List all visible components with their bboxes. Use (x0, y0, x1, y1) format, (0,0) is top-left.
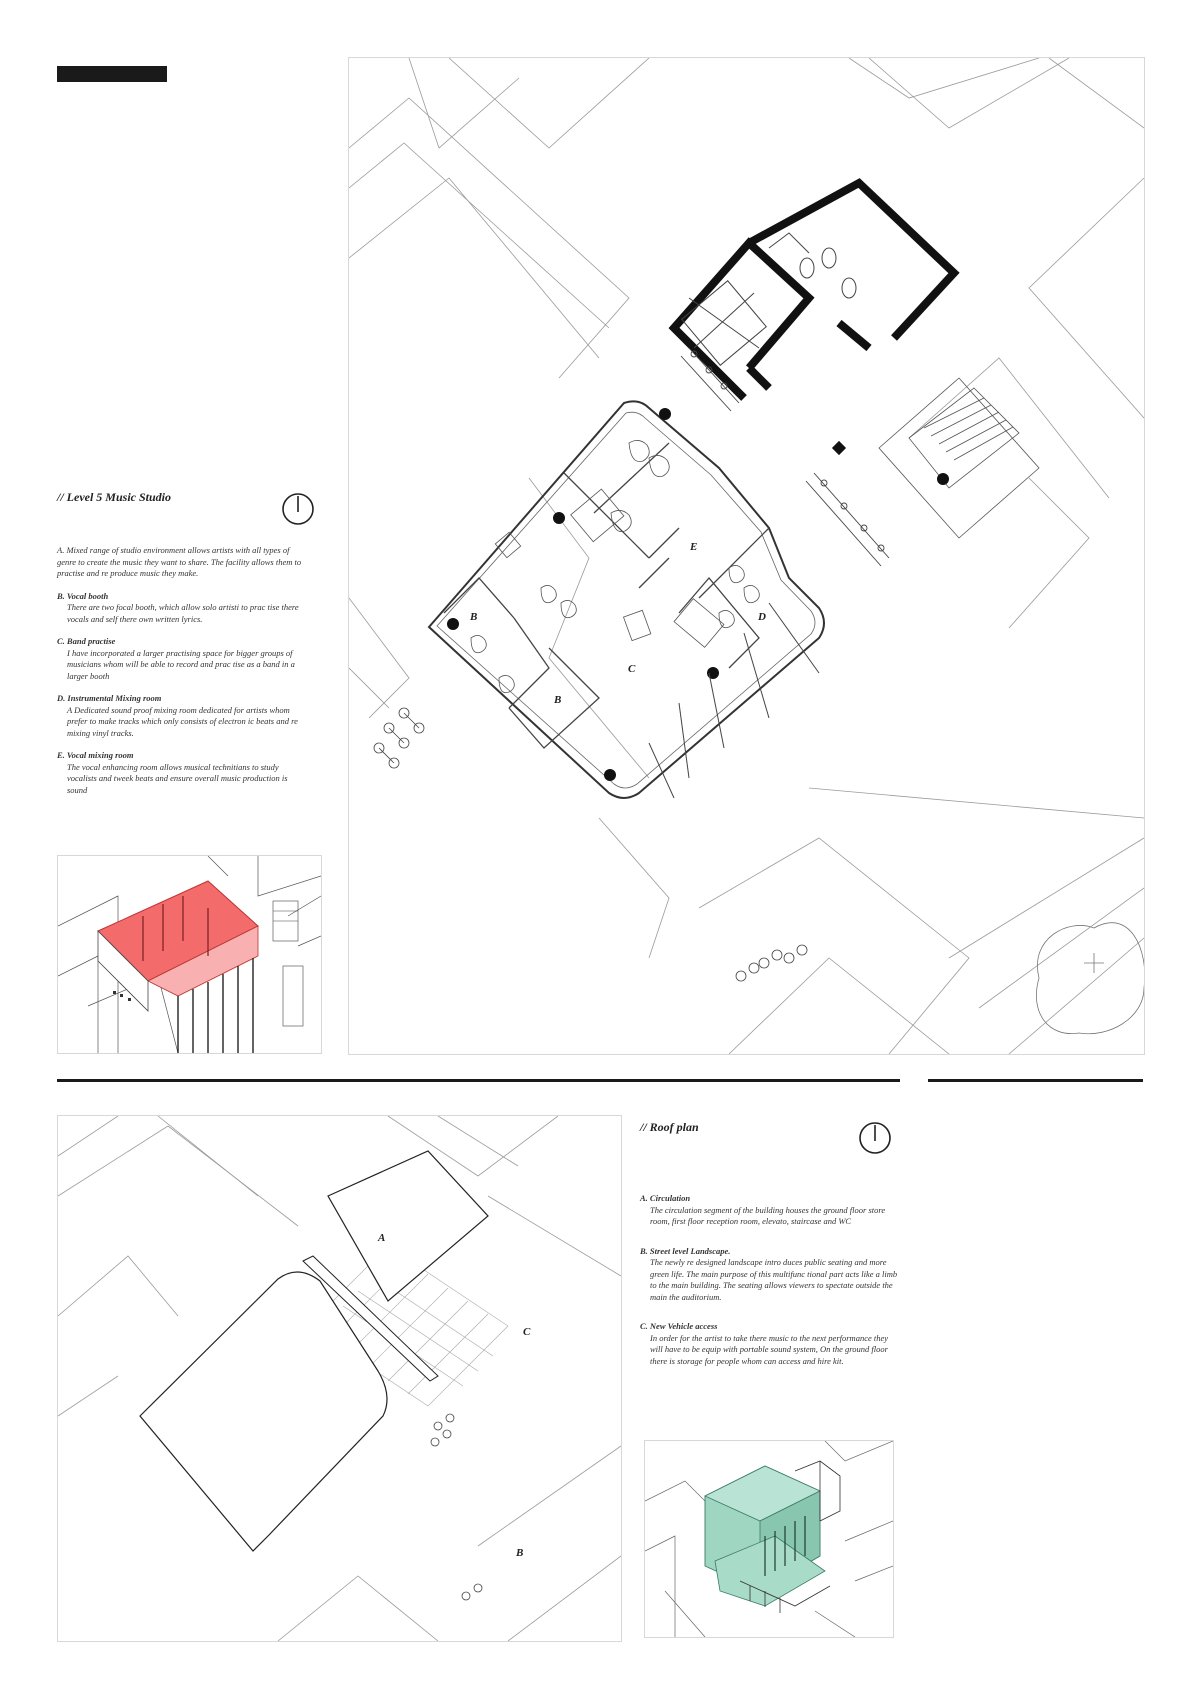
level5-item-b (57, 591, 307, 626)
plan-label-e: E (690, 541, 698, 553)
level5-item-title: C. Band practise (57, 636, 116, 646)
roof-item-desc: The newly re designed landscape intro duces public seating and more green life. The main purpose of this multifunc tional part acts like a limb to the main building. The seating allows viewers to spectate outside the main the auditorium. (650, 1257, 898, 1302)
plan-label-b1: B (470, 611, 478, 623)
roof-item-c (640, 1321, 900, 1367)
roof-description (640, 1193, 900, 1378)
level5-item-d (57, 693, 307, 739)
section-divider-right (928, 1079, 1143, 1082)
level5-item-title: E. Vocal mixing room (57, 750, 134, 760)
plan-label-d: D (758, 611, 766, 623)
level5-item-a (57, 545, 307, 580)
plan-label-b2: B (554, 694, 562, 706)
north-arrow-icon (858, 1121, 892, 1155)
north-arrow-icon (281, 492, 315, 526)
roof-block-a (328, 1151, 488, 1301)
level5-description (57, 545, 307, 807)
plan-label-c: C (628, 663, 636, 675)
roof-item-a (640, 1193, 900, 1228)
title-bar (57, 67, 167, 82)
level5-item-title: A. Mixed range of studio environment allows artists with all types of genre to create the music they want to share. The facility allows them to practise and re produce music they make. (57, 545, 302, 578)
roof-item-desc: In order for the artist to take there music to the next performance they will have to be equip with portable sound system, On the ground floor there is storage for people whom can access and hire kit. (650, 1332, 889, 1366)
roof-item-desc: The circulation segment of the building houses the ground floor store room, first floor reception room, elevato, staircase and WC (650, 1204, 886, 1226)
level5-item-desc: I have incorporated a larger practising space for bigger groups of musicians whom will be able to record and prac tise as a band in a larger booth (67, 647, 295, 681)
level5-item-desc: The vocal enhancing room allows musical technitians to study vocalists and tweek beats and ensure overall music production is sound (67, 761, 288, 795)
level5-item-title: D. Instrumental Mixing room (57, 693, 162, 703)
level5-floor-plan (348, 57, 1145, 1055)
level5-item-desc: There are two focal booth, which allow solo artisti to prac tise there vocals and self there own written lyrics. (67, 602, 299, 624)
roof-heading: // Roof plan (640, 1120, 699, 1134)
roof-plan (57, 1115, 622, 1642)
section-divider (57, 1079, 900, 1082)
roof-item-b (640, 1246, 900, 1304)
level5-item-c (57, 636, 307, 682)
level5-axonometric-image (57, 855, 322, 1054)
roof-item-title: A. Circulation (640, 1193, 691, 1203)
level5-item-desc: A Dedicated sound proof mixing room dedicated for artists whom prefer to make tracks which only consists of electron ic beats and re mixing vinyl tracks. (67, 704, 298, 738)
roof-item-title: C. New Vehicle access (640, 1321, 718, 1331)
roof-axonometric-image (644, 1440, 894, 1638)
roof-label-a: A (378, 1232, 386, 1244)
level5-item-e (57, 750, 307, 796)
level5-item-title: B. Vocal booth (57, 590, 109, 601)
roof-label-b: B (516, 1547, 524, 1559)
roof-item-title: B. Street level Landscape. (640, 1245, 731, 1256)
title-bar-underline (57, 66, 167, 67)
roof-label-c: C (523, 1326, 531, 1338)
level5-heading: // Level 5 Music Studio (57, 490, 171, 504)
roof-auditorium (140, 1272, 387, 1551)
